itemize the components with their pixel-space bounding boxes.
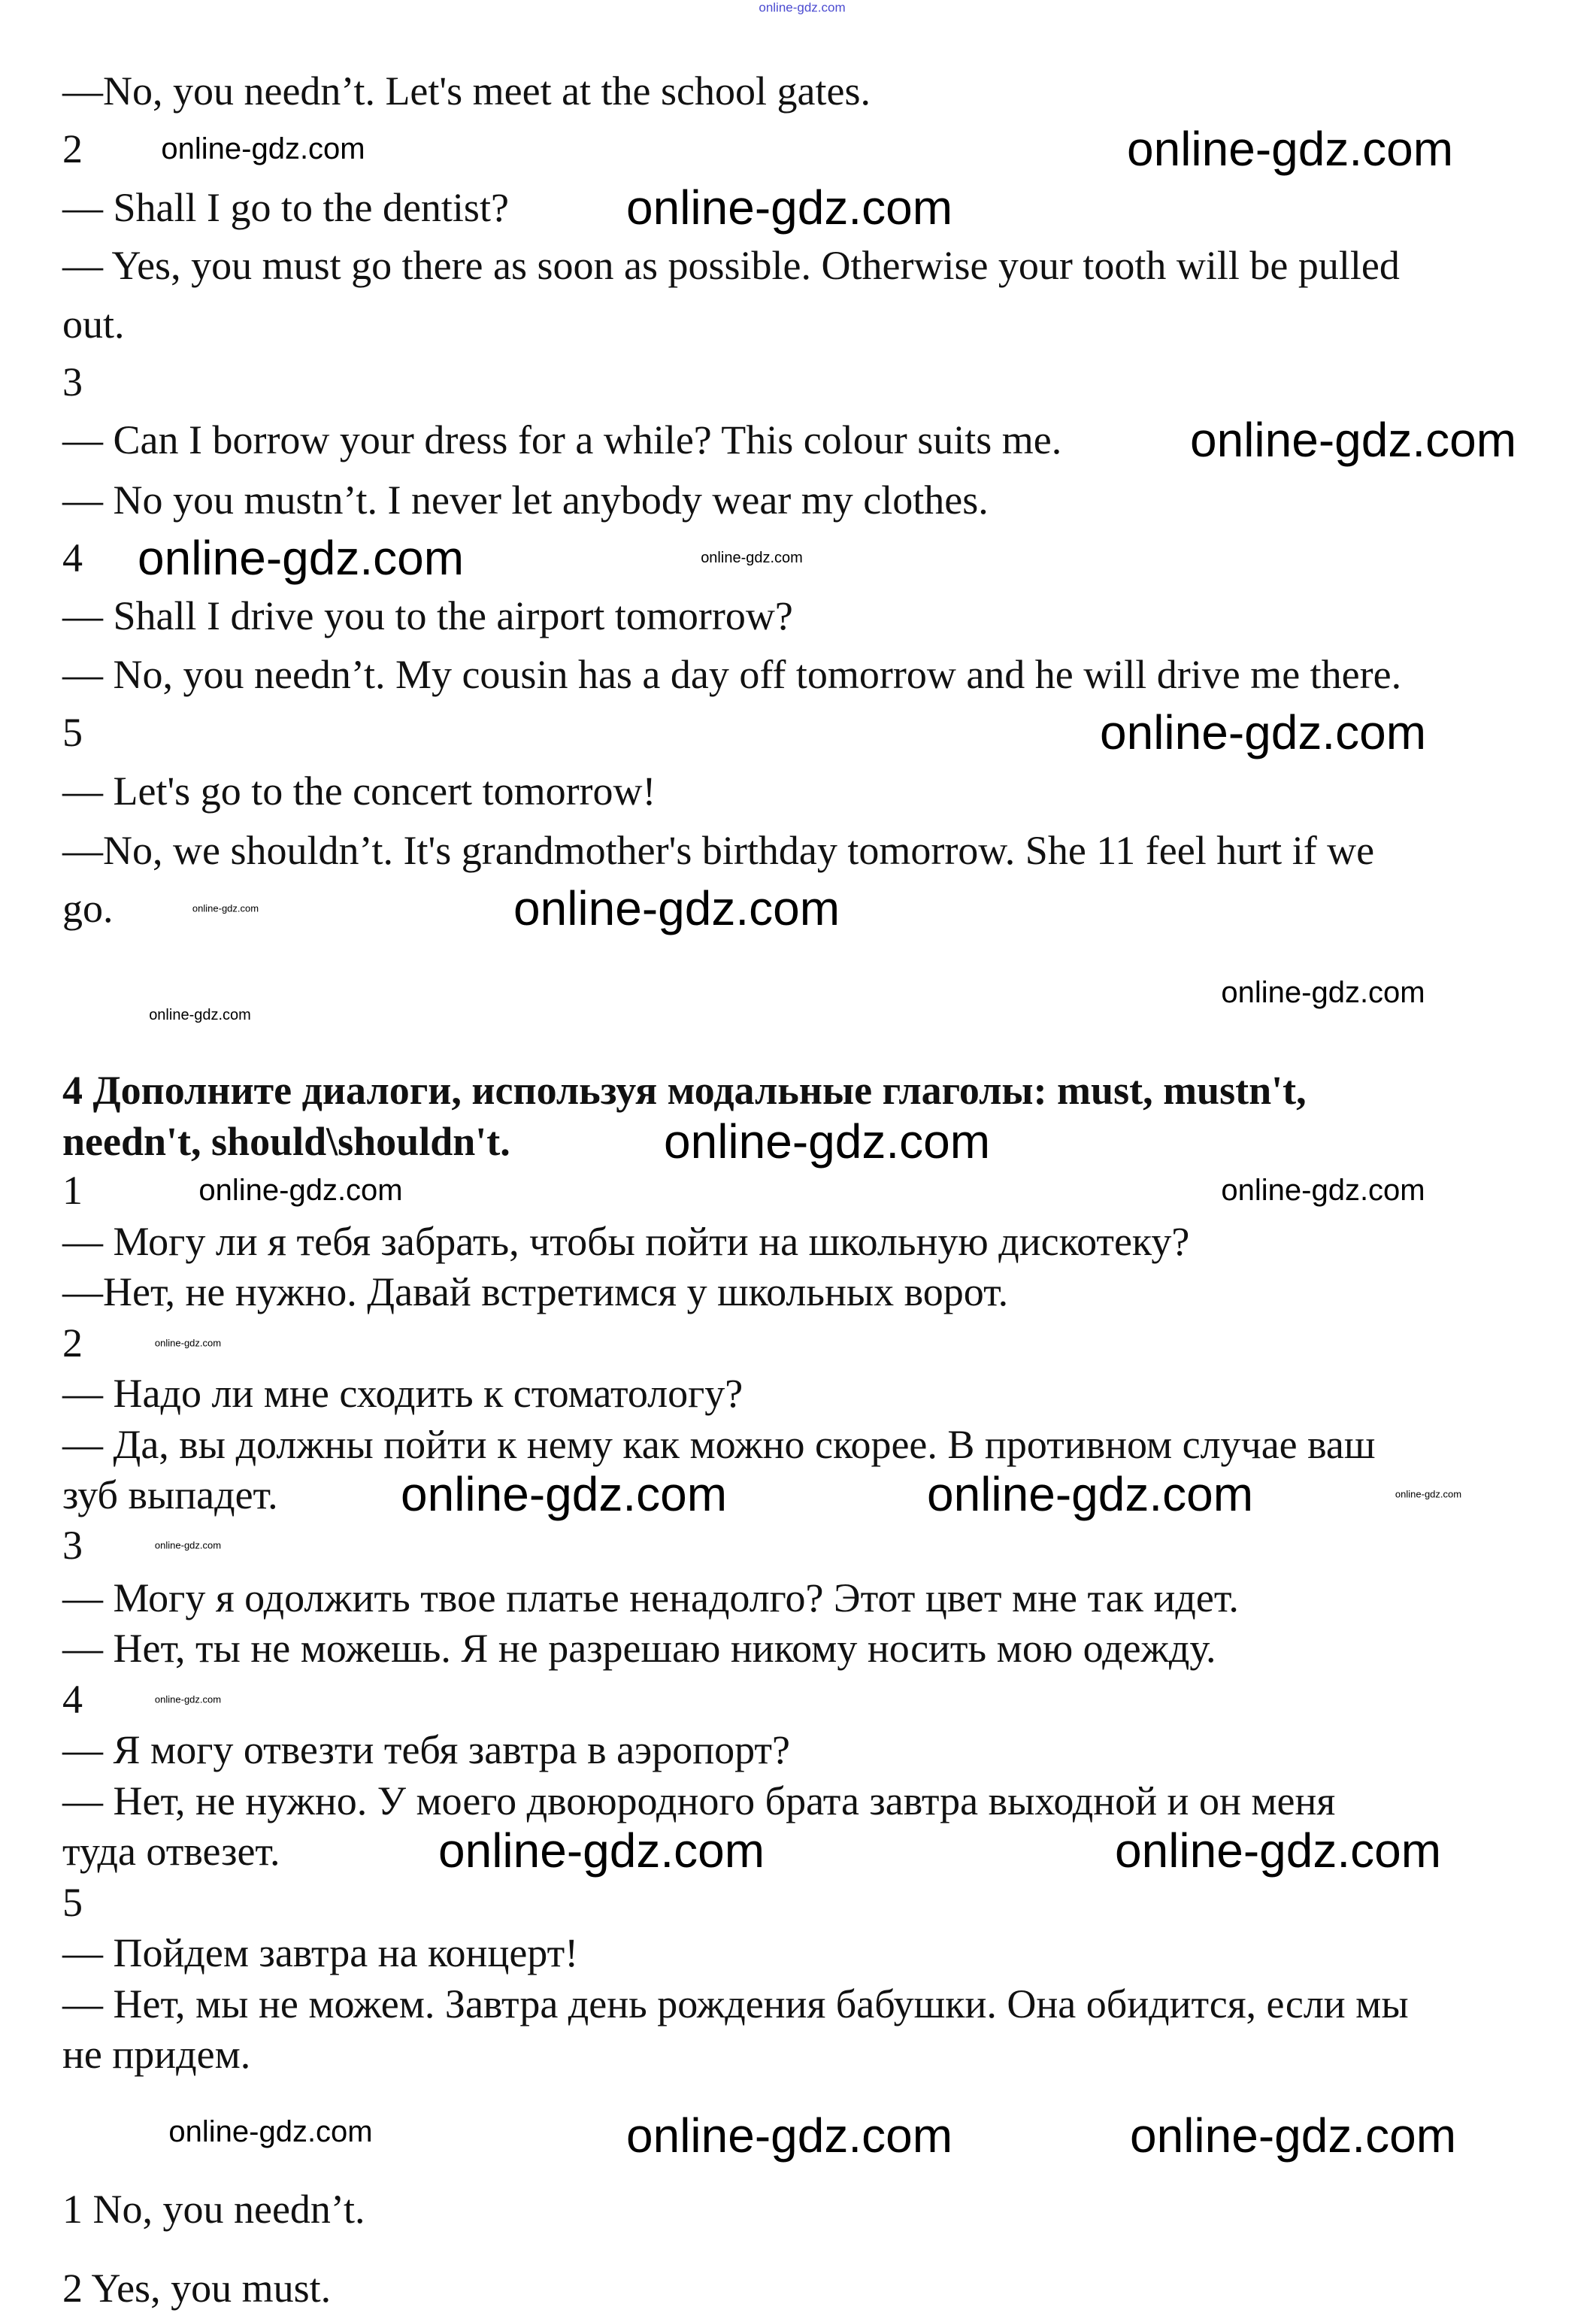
watermark: online-gdz.com [701, 550, 803, 566]
english-dialogue-line: — Shall I drive you to the airport tomorrow? [62, 593, 793, 639]
english-dialogue-line: — Yes, you must go there as soon as possible. Otherwise your tooth will be pulled [62, 243, 1400, 289]
watermark: online-gdz.com [1130, 2108, 1456, 2163]
answer-line: 1 No, you needn’t. [62, 2187, 365, 2233]
watermark: online-gdz.com [513, 881, 840, 935]
english-dialogue-line: 4 [62, 535, 83, 581]
watermark: online-gdz.com [1395, 1488, 1462, 1500]
watermark: online-gdz.com [626, 2108, 952, 2163]
russian-dialogue-line: зуб выпадет. [62, 1472, 278, 1517]
russian-dialogue-line: — Могу я одолжить твое платье ненадолго? Этот цвет мне так идет. [62, 1575, 1239, 1620]
russian-dialogue-line: 5 [62, 1879, 83, 1925]
watermark: online-gdz.com [626, 180, 952, 235]
russian-dialogue-line: — Могу ли я тебя забрать, чтобы пойти на школьную дискотеку? [62, 1218, 1190, 1264]
russian-dialogue-line: — Я могу отвезти тебя завтра в аэропорт? [62, 1727, 790, 1773]
watermark: online-gdz.com [401, 1467, 727, 1521]
russian-dialogue-line: — Надо ли мне сходить к стоматологу? [62, 1371, 743, 1417]
watermark: online-gdz.com [1221, 1174, 1425, 1207]
answer-line: 2 Yes, you must. [62, 2266, 332, 2311]
english-dialogue-line: out. [62, 301, 125, 347]
english-dialogue-line: — Can I borrow your dress for a while? This colour suits me. [62, 417, 1062, 463]
russian-dialogue-line: — Да, вы должны пойти к нему как можно скорее. В противном случае ваш [62, 1421, 1376, 1467]
watermark: online-gdz.com [1100, 705, 1426, 759]
watermark: online-gdz.com [192, 902, 259, 914]
russian-dialogue-line: не придем. [62, 2031, 251, 2077]
russian-dialogue-line: 4 [62, 1676, 83, 1722]
task-heading: 4 Дополните диалоги, используя модальные глаголы: must, mustn't, [62, 1068, 1307, 1114]
watermark: online-gdz.com [438, 1823, 765, 1878]
watermark: online-gdz.com [161, 132, 365, 165]
watermark: online-gdz.com [138, 531, 464, 585]
watermark: online-gdz.com [154, 1693, 222, 1705]
watermark: online-gdz.com [154, 1539, 222, 1551]
english-dialogue-line: 3 [62, 359, 83, 405]
watermark: online-gdz.com [154, 1337, 222, 1349]
english-dialogue-line: — Shall I go to the dentist? [62, 184, 509, 230]
watermark: online-gdz.com [1127, 122, 1453, 176]
russian-dialogue-line: —Нет, не нужно. Давай встретимся у школьных ворот. [62, 1269, 1009, 1315]
english-dialogue-line: — No you mustn’t. I never let anybody wear my clothes. [62, 477, 989, 523]
russian-dialogue-line: — Нет, не нужно. У моего двоюродного брата завтра выходной и он меня [62, 1778, 1336, 1823]
english-dialogue-line: 2 [62, 126, 83, 172]
english-dialogue-line: —No, you needn’t. Let's meet at the school gates. [62, 68, 871, 114]
watermark: online-gdz.com [759, 0, 846, 15]
english-dialogue-line: —No, we shouldn’t. It's grandmother's birthday tomorrow. She 11 feel hurt if we [62, 827, 1375, 873]
watermark: online-gdz.com [664, 1114, 990, 1169]
russian-dialogue-line: туда отвезет. [62, 1829, 280, 1875]
watermark: online-gdz.com [1115, 1823, 1441, 1878]
russian-dialogue-line: — Нет, ты не можешь. Я не разрешаю никому носить мою одежду. [62, 1626, 1216, 1672]
english-dialogue-line: go. [62, 886, 114, 932]
watermark: online-gdz.com [168, 2115, 373, 2148]
watermark: online-gdz.com [149, 1007, 251, 1023]
english-dialogue-line: 5 [62, 710, 83, 756]
watermark: online-gdz.com [198, 1174, 403, 1207]
russian-dialogue-line: — Пойдем завтра на концерт! [62, 1930, 579, 1976]
russian-dialogue-line: 2 [62, 1320, 83, 1366]
russian-dialogue-line: 3 [62, 1523, 83, 1569]
task-heading: needn't, should\shouldn't. [62, 1118, 510, 1164]
russian-dialogue-line: — Нет, мы не можем. Завтра день рождения бабушки. Она обидится, если мы [62, 1981, 1409, 2026]
english-dialogue-line: — Let's go to the concert tomorrow! [62, 768, 656, 814]
english-dialogue-line: — No, you needn’t. My cousin has a day off tomorrow and he will drive me there. [62, 651, 1402, 697]
watermark: online-gdz.com [927, 1467, 1253, 1521]
russian-dialogue-line: 1 [62, 1168, 83, 1214]
watermark: online-gdz.com [1221, 976, 1425, 1009]
watermark: online-gdz.com [1190, 413, 1516, 467]
